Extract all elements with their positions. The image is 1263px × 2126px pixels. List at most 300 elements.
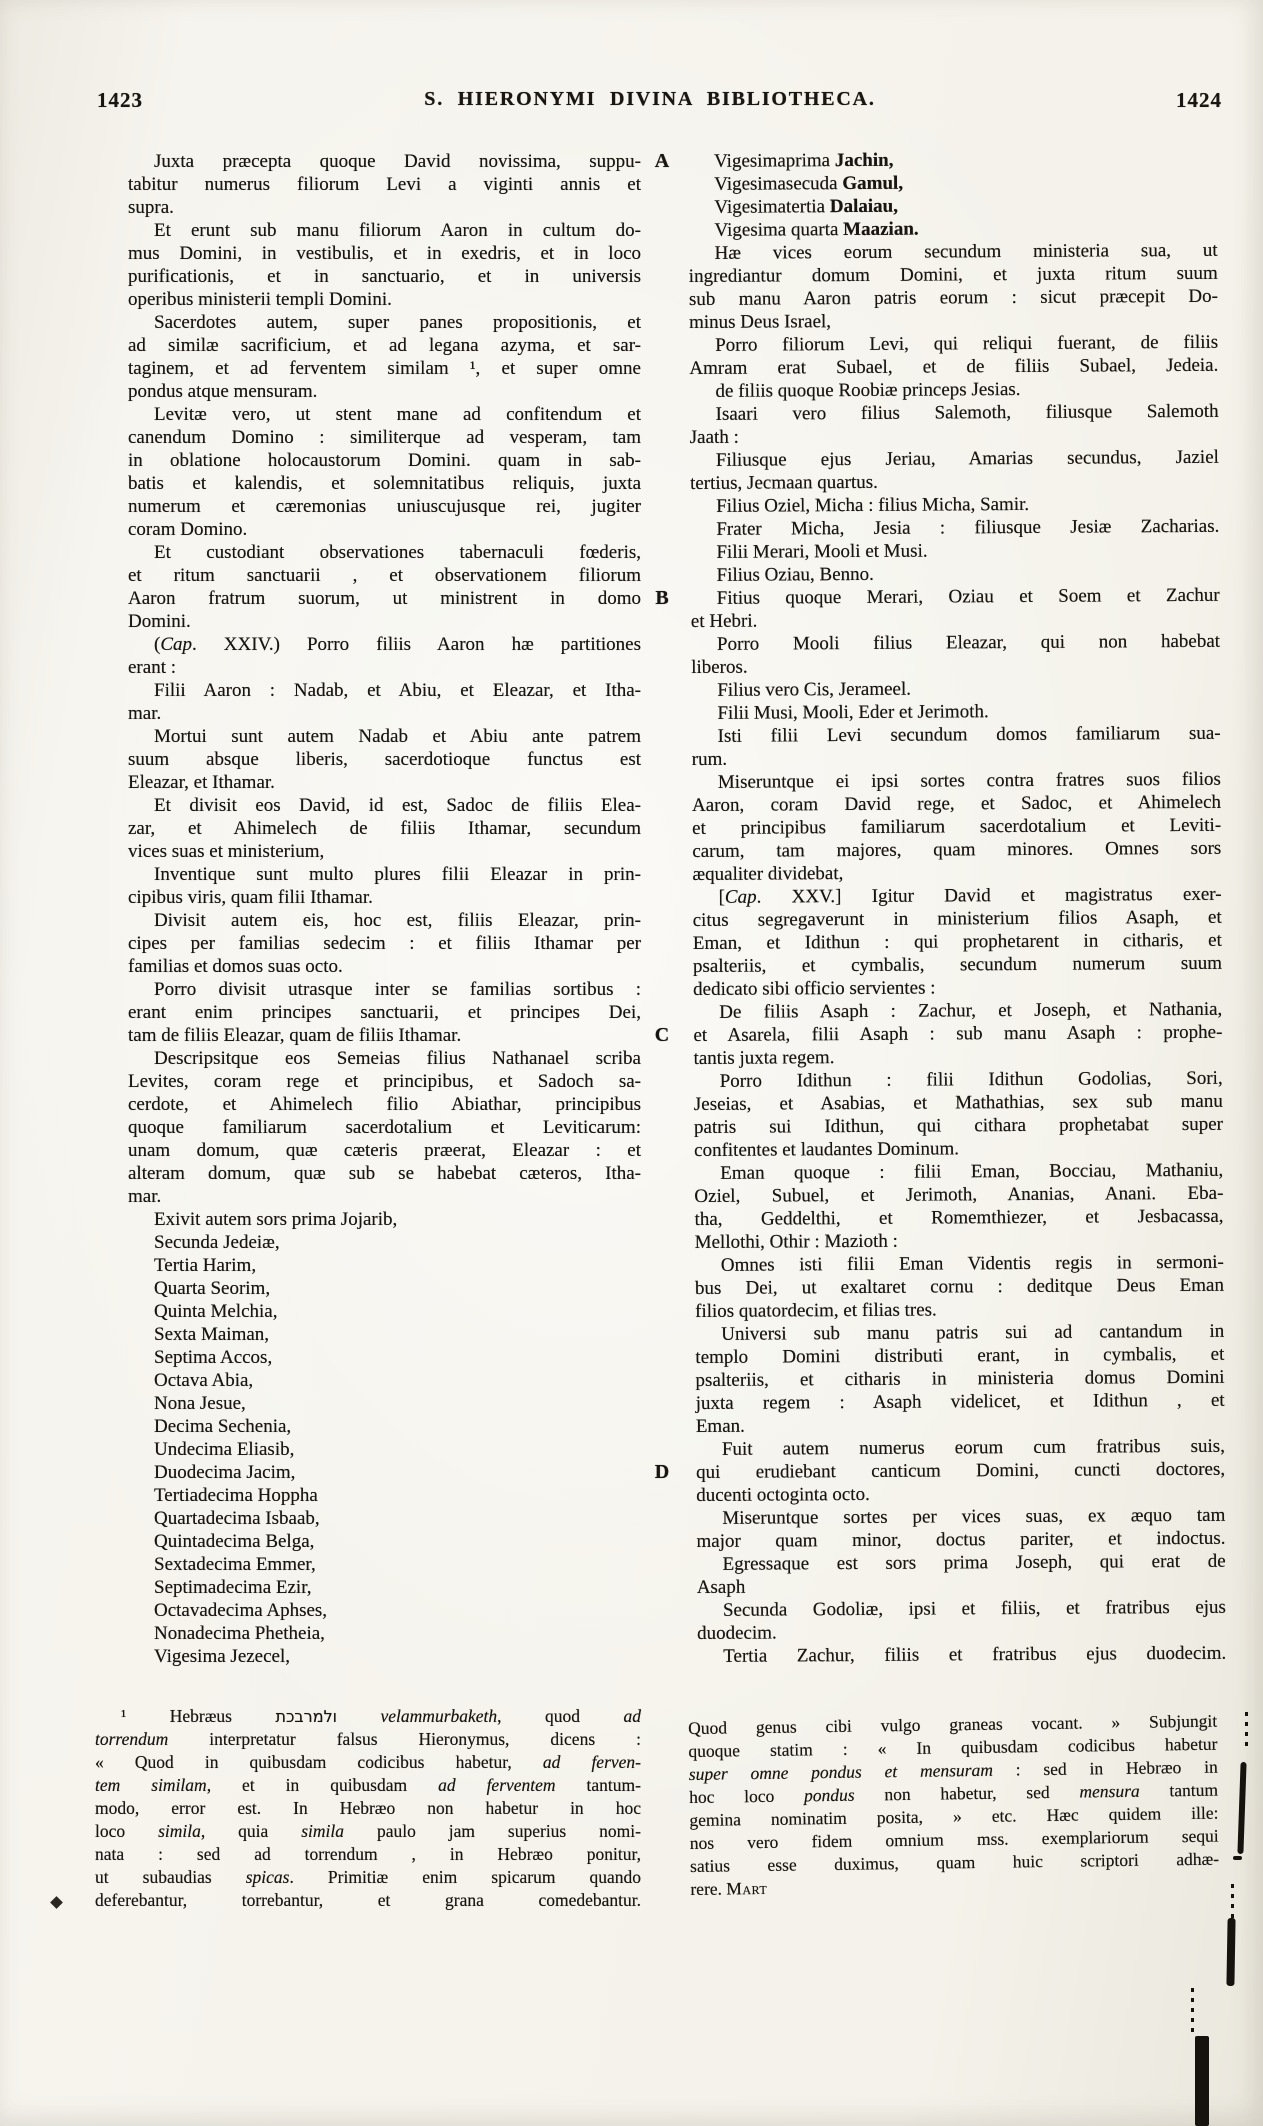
text-segment: tabitur numerus filiorum Levi a viginti annis et: [128, 174, 641, 195]
text-line: [128, 978, 641, 1001]
text-segment: Sacerdotes autem, super panes propositionis, et: [154, 312, 641, 333]
text-segment: Septimadecima Ezir,: [154, 1577, 312, 1598]
text-segment: Filius Oziau, Benno.: [716, 563, 874, 586]
text-line: [128, 541, 641, 564]
text-segment: nata : sed ad torrendum , in Hebræo ponitur,: [95, 1844, 641, 1864]
text-segment: supra.: [128, 197, 174, 218]
text-line: [128, 909, 641, 932]
text-segment: . Primitiæ enim spicarum quando: [289, 1867, 641, 1887]
text-segment: pondus atque mensuram.: [128, 381, 318, 402]
text-line: [696, 1527, 1225, 1553]
column-number-right: 1424: [1176, 88, 1222, 112]
text-segment: psalteriis, et citharis in ministeria domus Domini: [695, 1366, 1225, 1391]
text-segment: Isti filii Levi secundum domos familiarum sua-: [717, 722, 1221, 747]
text-segment: Levitæ vero, ut stent mane ad confitendum et: [154, 404, 641, 425]
text-line: [128, 242, 641, 265]
text-line: [128, 1185, 641, 1208]
text-line: [128, 840, 641, 863]
text-segment: satius esse duximus, quam huic scriptori adhæ-: [689, 1848, 1220, 1876]
text-line: [695, 1366, 1224, 1392]
text-segment: non habetur, sed: [854, 1781, 1080, 1805]
text-segment: Et erunt sub manu filiorum Aaron in cultum do-: [154, 220, 641, 241]
text-line: [128, 817, 641, 840]
column-marker-b: B: [655, 587, 669, 609]
text-line: [696, 1389, 1225, 1415]
text-segment: Filiusque ejus Jeriau, Amarias secundus, Jaziel: [715, 446, 1219, 471]
text-line: [128, 1300, 641, 1323]
text-segment: Porro filiorum Levi, qui reliqui fuerant, de filiis: [715, 331, 1219, 356]
text-segment: De filiis Asaph : Zachur, et Joseph, et Nathania,: [719, 998, 1223, 1023]
text-segment: duodecim.: [696, 1622, 777, 1644]
text-segment: . XXV.] Igitur David et magistratus exer-: [756, 883, 1222, 908]
text-segment: Asaph: [696, 1576, 746, 1598]
text-line: [128, 1346, 641, 1369]
text-line: [128, 1438, 641, 1461]
footnote-left: [95, 1705, 641, 1912]
text-line: [692, 745, 1221, 771]
text-segment: Duodecima Jacim,: [154, 1462, 296, 1483]
text-line: [128, 518, 641, 541]
text-column-right: [688, 147, 1226, 1668]
text-line: [128, 656, 641, 679]
text-segment: ad ferven-: [542, 1752, 641, 1772]
text-segment: Fuit autem numerus eorum cum fratribus suis,: [721, 1435, 1225, 1460]
text-segment: Septima Accos,: [154, 1347, 273, 1368]
text-segment: Decima Sechenia,: [154, 1416, 292, 1437]
text-segment: filios quatordecim, et filias tres.: [695, 1299, 937, 1322]
text-segment: tha, Geddelthi, et Romemthiezer, et Jesbacassa,: [694, 1205, 1224, 1230]
text-line: [690, 400, 1219, 426]
page-header: [0, 88, 1263, 118]
text-segment: Fitius quoque Merari, Oziau et Soem et Zachur: [716, 584, 1220, 609]
text-line: [696, 1481, 1225, 1507]
text-line: [697, 1642, 1226, 1668]
text-segment: familias et domos suas octo.: [128, 956, 343, 977]
text-line: [128, 196, 641, 219]
text-segment: Descripsitque eos Semeias filius Nathanael scriba: [154, 1048, 641, 1069]
running-title: S. HIERONYMI DIVINA BIBLIOTHECA.: [424, 88, 876, 110]
text-line: [128, 1047, 641, 1070]
text-segment: Quinta Melchia,: [154, 1301, 278, 1322]
text-segment: pondus: [803, 1784, 855, 1806]
text-line: [690, 469, 1219, 495]
text-segment: Filii Musi, Mooli, Eder et Jerimoth.: [717, 701, 989, 724]
text-line: [695, 1343, 1224, 1369]
text-segment: psalteriis, et cymbalis, secundum numerum suum: [692, 952, 1223, 977]
text-segment: tem similam: [95, 1775, 207, 1795]
text-segment: et ritum sanctuarii , et observationem filiorum: [128, 565, 641, 586]
text-segment: Secunda Godoliæ, ipsi et filiis, et fratribus ejus: [722, 1596, 1226, 1621]
text-segment: : sed in Hebræo in: [992, 1756, 1218, 1780]
text-segment: « Quod in quibusdam codicibus habetur,: [95, 1752, 543, 1772]
text-line: [688, 216, 1217, 242]
text-segment: spicas: [245, 1867, 290, 1887]
text-line: [95, 1751, 641, 1774]
text-line: [695, 1297, 1224, 1323]
text-segment: mar.: [128, 703, 162, 724]
text-segment: taginem, et ad ferventem similam ¹, et super omne: [128, 358, 641, 379]
text-segment: Omnes isti filii Eman Videntis regis in sermoni-: [720, 1251, 1224, 1276]
text-line: [128, 1254, 641, 1277]
text-line: [695, 1251, 1224, 1277]
ink-smudge: [1245, 1712, 1248, 1746]
text-line: [694, 1136, 1223, 1162]
text-line: [688, 170, 1217, 196]
text-line: [689, 331, 1218, 357]
text-line: [95, 1866, 641, 1889]
text-segment: Octava Abia,: [154, 1370, 254, 1391]
text-line: [128, 288, 641, 311]
text-line: [692, 837, 1221, 863]
text-line: [691, 584, 1220, 610]
text-line: [691, 676, 1220, 702]
text-line: [128, 1599, 641, 1622]
text-line: [128, 380, 641, 403]
text-segment: tantis juxta regem.: [693, 1047, 835, 1069]
text-line: [128, 150, 641, 173]
text-line: [128, 1162, 641, 1185]
text-line: [128, 587, 641, 610]
text-segment: . XXIV.) Porro filiis Aaron hæ partitiones: [192, 634, 641, 655]
text-line: [128, 1369, 641, 1392]
text-segment: tertius, Jecmaan quartus.: [689, 471, 878, 494]
text-segment: Eman quoque : filii Eman, Bocciau, Mathaniu,: [720, 1159, 1224, 1184]
text-line: [128, 932, 641, 955]
text-segment: templo Domini distributi erant, in cymbalis, et: [695, 1343, 1225, 1368]
text-segment: dedicato sibi officio servientes :: [693, 977, 936, 1000]
text-segment: Eman.: [695, 1415, 745, 1437]
text-segment: hoc loco: [688, 1785, 805, 1807]
text-segment: Oziel, Subuel, et Jerimoth, Ananias, Anani. Eba-: [694, 1182, 1224, 1207]
text-line: [95, 1843, 641, 1866]
ink-smudge: [1233, 1856, 1242, 1860]
text-line: [128, 794, 641, 817]
text-line: [692, 791, 1221, 817]
text-segment: Exivit autem sors prima Jojarib,: [154, 1209, 398, 1230]
text-line: [694, 1090, 1223, 1116]
text-segment: Hæ vices eorum secundum ministeria sua, ut: [714, 239, 1218, 264]
text-line: [128, 1392, 641, 1415]
text-segment: Porro Mooli filius Eleazar, qui non habebat: [716, 630, 1221, 655]
text-segment: et Hebri.: [690, 610, 758, 632]
text-line: [128, 1139, 641, 1162]
ink-smudge: [1237, 1762, 1246, 1854]
text-line: [128, 1001, 641, 1024]
text-segment: carum, tam majores, quam minores. Omnes sors: [692, 837, 1222, 862]
text-line: [128, 403, 641, 426]
column-marker-c: C: [654, 1024, 670, 1046]
text-line: [128, 1277, 641, 1300]
text-segment: torrendum: [95, 1729, 169, 1749]
text-segment: vices suas et ministerium,: [128, 841, 325, 862]
text-line: [695, 1228, 1224, 1254]
text-line: [128, 1461, 641, 1484]
text-segment: Filii Merari, Mooli et Musi.: [716, 540, 928, 563]
text-segment: de filiis quoque Roobiæ princeps Jesias.: [715, 378, 1021, 402]
text-segment: mus Domini, in vestibulis, et in exedris, et in loco: [128, 243, 641, 264]
text-line: [128, 1507, 641, 1530]
text-segment: Undecima Eliasib,: [154, 1439, 295, 1460]
text-line: [128, 679, 641, 702]
text-line: [697, 1619, 1226, 1645]
text-line: [128, 1553, 641, 1576]
text-line: [128, 1576, 641, 1599]
text-line: [128, 472, 641, 495]
text-line: [694, 1182, 1223, 1208]
text-segment: Vigesimatertia: [714, 196, 830, 218]
text-line: [128, 449, 641, 472]
text-segment: Nonadecima Phetheia,: [154, 1623, 325, 1644]
text-line: [689, 262, 1218, 288]
text-segment: numerum et cæremonias uniuscujusque rei, jugiter: [128, 496, 641, 517]
text-segment: zar, et Ahimelech de filiis Ithamar, secundum: [128, 818, 641, 839]
text-line: [689, 354, 1218, 380]
text-segment: bus Dei, ut exaltaret cornu : deditque Deus Eman: [694, 1274, 1225, 1299]
text-line: [95, 1774, 641, 1797]
text-line: [128, 1323, 641, 1346]
text-line: [697, 1550, 1226, 1576]
text-segment: et principibus familiarum sacerdotalium et Leviti-: [692, 814, 1222, 839]
text-line: [694, 1159, 1223, 1185]
text-line: [693, 975, 1222, 1001]
text-line: [697, 1596, 1226, 1622]
text-line: [691, 699, 1220, 725]
text-segment: Filius vero Cis, Jerameel.: [717, 678, 912, 701]
ink-smudge: [1226, 1918, 1235, 1986]
text-segment: Eleazar, et Ithamar.: [128, 772, 275, 793]
text-segment: paulo jam superius nomi-: [344, 1821, 641, 1841]
text-line: [697, 1573, 1226, 1599]
text-line: [693, 1044, 1222, 1070]
text-line: [688, 147, 1217, 173]
footnote-right: [688, 1710, 1220, 1901]
text-segment: Tertiadecima Hoppha: [154, 1485, 318, 1506]
text-segment: (: [154, 634, 161, 655]
text-segment: batis et kalendis, et solemnitatibus reliquis, juxta: [128, 473, 641, 494]
text-segment: cerdote, et Ahimelech filio Abiathar, principibus: [128, 1094, 641, 1115]
text-line: [689, 377, 1218, 403]
text-line: [696, 1435, 1225, 1461]
text-line: [691, 653, 1220, 679]
text-segment: Inventique sunt multo plures filii Eleazar in prin-: [154, 864, 641, 885]
text-segment: Quartadecima Isbaab,: [154, 1508, 320, 1529]
text-segment: Amram erat Subael, et de filiis Subael, Jedeia.: [689, 354, 1219, 379]
text-line: [95, 1797, 641, 1820]
text-segment: Frater Micha, Jesia : filiusque Jesiæ Zacharias.: [716, 515, 1220, 540]
text-segment: Porro Idithun : filii Idithun Godolias, Sori,: [719, 1067, 1223, 1092]
text-segment: erant enim principes sanctuarii, et principes Dei,: [128, 1002, 641, 1023]
text-line: [128, 1484, 641, 1507]
text-segment: [: [718, 886, 725, 908]
text-segment: modo, error est. In Hebræo non habetur in hoc: [95, 1798, 641, 1818]
text-segment: Miseruntque ei ipsi sortes contra fratres suos filios: [717, 768, 1221, 793]
text-segment: rere.: [690, 1878, 727, 1899]
text-line: [694, 1067, 1223, 1093]
text-segment: Aaron fratrum suorum, ut ministrent in domo: [128, 588, 641, 609]
text-segment: Divisit autem eis, hoc est, filiis Eleazar, prin-: [154, 910, 641, 931]
text-segment: qui erudiebant canticum Domini, cuncti doctores,: [696, 1458, 1226, 1483]
text-line: [696, 1458, 1225, 1484]
text-segment: Aaron, coram David rege, et Sadoc, et Ahimelech: [691, 791, 1222, 816]
text-line: [128, 725, 641, 748]
text-segment: ad similæ sacrificium, et ad legana azyma, et sar-: [128, 335, 641, 356]
text-segment: Cap: [160, 634, 193, 655]
text-line: [95, 1728, 641, 1751]
text-segment: ¹ Hebræus: [121, 1706, 276, 1726]
text-line: [128, 702, 641, 725]
text-segment: velammurbaketh: [380, 1706, 498, 1726]
text-segment: Quarta Seorim,: [154, 1278, 271, 1299]
column-marker-a: A: [654, 150, 670, 172]
text-line: [690, 423, 1219, 449]
text-line: [691, 607, 1220, 633]
text-segment: Quod genus cibi vulgo graneas vocant. » Subjungit: [688, 1710, 1218, 1738]
text-segment: Sexta Maiman,: [154, 1324, 270, 1345]
text-segment: interpretatur falsus Hieronymus, dicens :: [168, 1729, 641, 1749]
text-segment: Tertia Harim,: [154, 1255, 257, 1276]
text-line: [128, 1208, 641, 1231]
text-line: [690, 515, 1219, 541]
ink-smudge: [1191, 1988, 1194, 2036]
text-segment: Secunda Jedeiæ,: [154, 1232, 280, 1253]
text-segment: loco: [95, 1821, 159, 1841]
text-line: [693, 929, 1222, 955]
text-line: [128, 311, 641, 334]
text-line: [692, 883, 1221, 909]
text-line: [128, 886, 641, 909]
text-line: [128, 863, 641, 886]
text-line: [694, 1205, 1223, 1231]
text-line: [128, 219, 641, 242]
text-line: [688, 193, 1217, 219]
text-line: [692, 860, 1221, 886]
text-segment: unam domum, quæ cæteris præerat, Eleazar : et: [128, 1140, 641, 1161]
text-line: [128, 334, 641, 357]
text-segment: rum.: [691, 748, 728, 770]
text-segment: ingrediantur domum Domini, et juxta ritum suum: [688, 262, 1218, 287]
text-line: [128, 955, 641, 978]
text-segment: simila: [301, 1821, 345, 1841]
text-segment: super omne pondus et mensuram: [688, 1759, 994, 1784]
text-segment: minus Deus Israel,: [688, 311, 832, 333]
text-segment: sub manu Aaron patris eorum : sicut præcepit Do-: [688, 285, 1218, 310]
text-segment: Dalaiau,: [829, 195, 898, 218]
text-segment: Jeseias, et Asabias, et Mathathias, sex sub manu: [693, 1090, 1223, 1115]
text-segment: Egressaque est sors prima Joseph, qui erat de: [722, 1550, 1226, 1575]
text-line: [128, 771, 641, 794]
text-line: [128, 610, 641, 633]
text-segment: Levites, coram rege et principibus, et Sadoch sa-: [128, 1071, 641, 1092]
text-segment: Maazian.: [843, 218, 919, 241]
text-segment: major quam minor, doctus pariter, et indoctus.: [696, 1527, 1226, 1552]
text-segment: Mortui sunt autem Nadab et Abiu ante patrem: [154, 726, 641, 747]
text-segment: quoque statim : « In quibusdam codicibus habetur: [688, 1733, 1218, 1761]
text-segment: Eman, et Idithun : qui prophetarent in citharis, et: [692, 929, 1222, 954]
text-segment: confitentes et laudantes Dominum.: [694, 1138, 960, 1161]
text-line: [692, 814, 1221, 840]
text-segment: patris sui Idithun, qui cithara prophetabat super: [693, 1113, 1224, 1138]
text-segment: alteram domum, quæ sub se habebat cæteros, Itha-: [128, 1163, 641, 1184]
text-line: [689, 308, 1218, 334]
text-segment: purificationis, et in sanctuario, et in universis: [128, 266, 641, 287]
text-line: [693, 998, 1222, 1024]
text-line: [128, 1116, 641, 1139]
text-segment: Porro divisit utrasque inter se familias sortibus :: [154, 979, 641, 1000]
text-segment: Mellothi, Othir : Mazioth :: [694, 1230, 898, 1253]
text-line: [128, 265, 641, 288]
text-line: [690, 538, 1219, 564]
text-segment: cipes per familias sedecim : et filiis Ithamar per: [128, 933, 641, 954]
text-segment: Filius Oziel, Micha : filius Micha, Samir.: [716, 493, 1030, 517]
text-line: [128, 1093, 641, 1116]
text-segment: Universi sub manu patris sui ad cantandum in: [721, 1320, 1225, 1345]
text-segment: coram Domino.: [128, 519, 248, 540]
text-line: [690, 492, 1219, 518]
text-line: [128, 426, 641, 449]
text-segment: Jachin,: [834, 149, 894, 172]
text-line: [694, 1113, 1223, 1139]
text-line: [128, 1530, 641, 1553]
text-line: [95, 1705, 641, 1728]
text-segment: in oblatione holocaustorum Domini. quam in sab-: [128, 450, 641, 471]
text-segment: Mart: [726, 1877, 768, 1899]
text-line: [693, 952, 1222, 978]
text-line: [689, 239, 1218, 265]
ink-smudge: [1195, 2036, 1209, 2126]
text-segment: Jaath :: [689, 426, 739, 448]
text-segment: Et custodiant observationes tabernaculi fœderis,: [154, 542, 641, 563]
text-segment: cipibus viris, quam filii Ithamar.: [128, 887, 373, 908]
text-line: [128, 1024, 641, 1047]
text-line: [95, 1820, 641, 1843]
text-segment: ducenti octoginta octo.: [696, 1483, 870, 1506]
text-segment: mar.: [128, 1186, 162, 1207]
text-segment: Filii Aaron : Nadab, et Abiu, et Eleazar, et Itha-: [154, 680, 641, 701]
text-segment: Vigesimasecuda: [714, 173, 843, 195]
text-segment: et Asarela, filii Asaph : sub manu Asaph : prophe-: [693, 1021, 1223, 1046]
text-segment: , et in quibusdam: [206, 1775, 439, 1795]
text-segment: liberos.: [691, 656, 748, 678]
text-segment: deferebantur, torrebantur, et grana comedebantur.: [95, 1890, 641, 1910]
text-segment: canendum Domino : similiterque ad vesperam, tam: [128, 427, 641, 448]
text-line: [128, 357, 641, 380]
text-segment: Vigesimaprima: [714, 150, 835, 172]
text-segment: Nona Jesue,: [154, 1393, 246, 1414]
text-segment: Quintadecima Belga,: [154, 1531, 315, 1552]
text-line: [95, 1889, 641, 1912]
column-marker-d: D: [654, 1461, 670, 1483]
text-line: [695, 1274, 1224, 1300]
text-segment: ad ferventem: [438, 1775, 556, 1795]
text-line: [128, 1415, 641, 1438]
text-column-left: [128, 150, 641, 1668]
text-segment: simila: [158, 1821, 201, 1841]
text-segment: , quod: [497, 1706, 624, 1726]
text-line: [691, 561, 1220, 587]
text-segment: nos vero fidem omnium mss. exemplariorum sequi: [689, 1825, 1219, 1853]
text-segment: juxta regem : Asaph videlicet, et Idithun , et: [695, 1389, 1225, 1414]
text-segment: Vigesima Jezecel,: [154, 1646, 291, 1667]
text-segment: Gamul,: [842, 172, 904, 195]
text-segment: suum absque liberis, sacerdotioque functus est: [128, 749, 641, 770]
text-segment: tam de filiis Eleazar, quam de filiis Ithamar.: [128, 1025, 462, 1046]
text-segment: æqualiter dividebat,: [692, 863, 844, 885]
text-line: [692, 768, 1221, 794]
text-segment: quoque familiarum sacerdotalium et Leviticarum:: [128, 1117, 641, 1138]
ink-smudge: [50, 1896, 63, 1909]
text-segment: ut subaudias: [95, 1867, 246, 1887]
text-line: [128, 564, 641, 587]
